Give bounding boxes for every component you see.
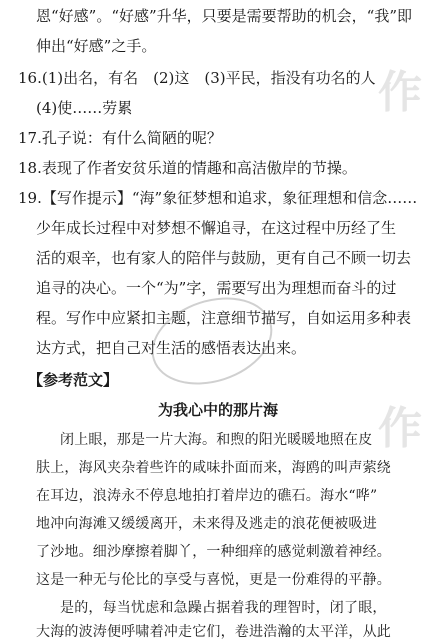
essay-line: 这是一种无与伦比的享受与喜悦，更是一份难得的平静。 <box>36 572 391 588</box>
answer-19-line-6: 达方式，把自己对生活的感悟表达出来。 <box>36 339 307 357</box>
answer-19-line-4: 追寻的决心。一个“为”字，需要写出为理想而奋斗的过 <box>36 279 397 297</box>
answer-18: 18.表现了作者安贫乐道的情趣和高洁傲岸的节操。 <box>18 159 357 177</box>
answer-19-line-5: 程。写作中应紧扣主题，注意细节描写，自如运用多种表 <box>36 309 412 327</box>
answer-line-1: 恩“好感”。“好感”升华，只要是需要帮助的机会，“我”即 <box>36 7 413 25</box>
essay-line: 了沙地。细沙摩擦着脚丫，一种细痒的感觉刺激着神经。 <box>36 544 391 560</box>
answer-17: 17.孔子说：有什么简陋的呢？ <box>18 129 222 147</box>
essay-line: 肤上，海风夹杂着些许的咸味扑面而来，海鸥的叫声萦绕 <box>36 460 391 476</box>
sample-heading: 【参考范文】 <box>28 371 119 389</box>
essay-line: 地冲向海滩又缓缓离开，未来得及逃走的浪花便被吸进 <box>36 516 377 532</box>
essay-line: 大海的波涛便呼啸着冲走它们，卷进浩瀚的太平洋，从此 <box>36 624 391 640</box>
sample-title: 为我心中的那片海 <box>158 401 279 419</box>
watermark-glyph: 作 <box>378 403 422 454</box>
essay-line: 闭上眼，那是一片大海。和煦的阳光暖暖地照在皮 <box>60 432 373 448</box>
essay-line: 在耳边，浪涛永不停息地拍打着岸边的礁石。海水“哗” <box>36 488 378 504</box>
answer-19-line-2: 少年成长过程中对梦想不懈追寻，在这过程中历经了生 <box>36 219 397 237</box>
answer-16-part-1: 16.(1)出名，有名 (2)这 (3)平民，指没有功名的人 <box>18 69 376 87</box>
watermark-stamp <box>140 283 283 399</box>
answer-line-2: 伸出“好感”之手。 <box>36 37 157 55</box>
essay-line: 是的，每当忧虑和急躁占据着我的理智时，闭了眼， <box>60 600 387 616</box>
watermark-glyph: 作 <box>378 67 422 118</box>
answer-19-tip: 19.【写作提示】“海”象征梦想和追求，象征理想和信念…… <box>18 189 418 207</box>
answer-16-part-2: (4)使……劳累 <box>36 99 133 117</box>
answer-19-line-3: 活的艰辛，也有家人的陪伴与鼓励，更有自己不顾一切去 <box>36 249 412 267</box>
